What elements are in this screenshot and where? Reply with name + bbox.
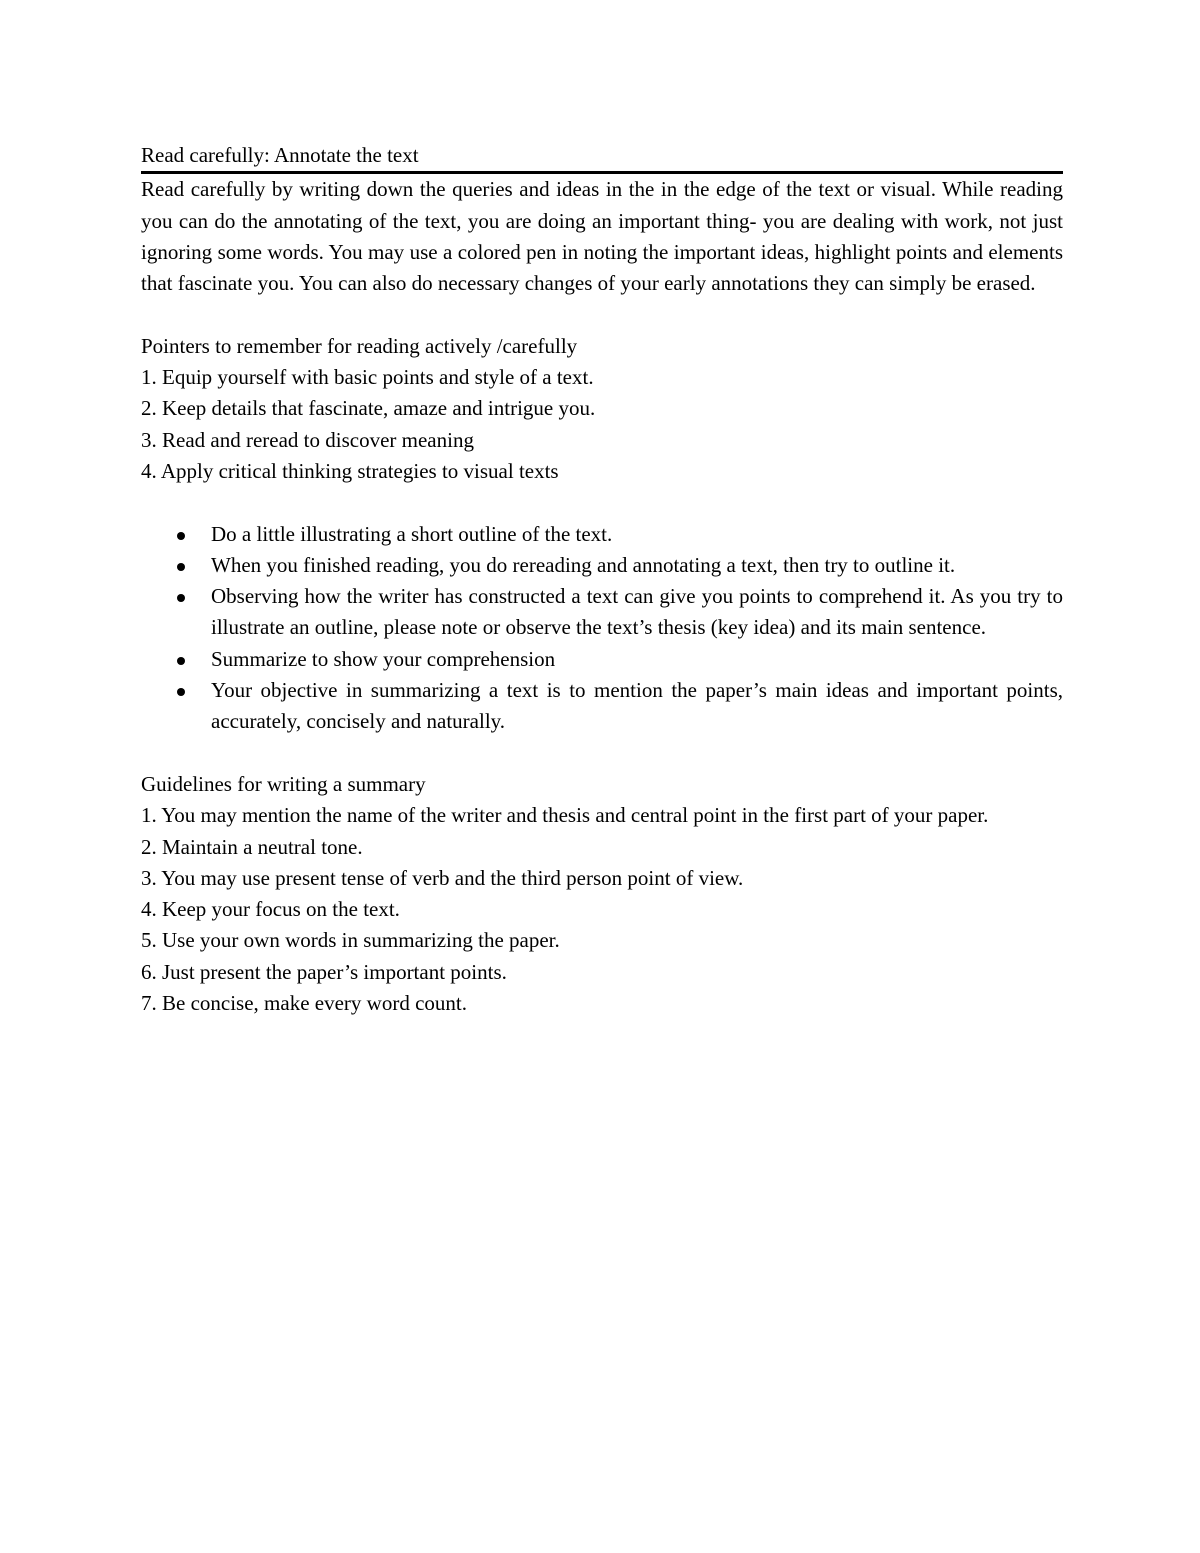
bullet-item [141, 550, 1063, 581]
spacer [141, 738, 1063, 769]
bullet-icon [177, 594, 185, 602]
intro-paragraph: Read carefully by writing down the queries and ideas in the in the edge of the text or visual. While reading you can do the annotating of the text, you are doing an important thing- you are dealing with work, not just ignoring some words. You may use a colored pen in noting the important ideas, highlight points and elements that fascinate you. You can also do necessary changes of your early annotations they can simply be erased. [141, 177, 1063, 296]
bullet-text: When you finished reading, you do rereading and annotating a text, then try to outline it. [211, 552, 956, 577]
guidelines-title: Guidelines for writing a summary [141, 771, 426, 796]
bullet-text: Summarize to show your comprehension [211, 646, 556, 671]
bullet-item [141, 675, 1063, 738]
bullet-text: Do a little illustrating a short outline of the text. [211, 521, 613, 546]
bullet-icon [177, 688, 185, 696]
bullet-text: Observing how the writer has constructed a text can give you points to comprehend it. As you try to illustrate an outline, please note or observe the text’s thesis (key idea) and its main sentence. [211, 584, 1063, 640]
bullet-item [141, 644, 1063, 675]
pointer-item: 4. Apply critical thinking strategies to visual texts [141, 458, 559, 483]
guideline-item: 1. You may mention the name of the writer and thesis and central point in the first part of your paper. [141, 803, 989, 828]
bullet-list [141, 519, 1063, 738]
guideline-item: 5. Use your own words in summarizing the paper. [141, 928, 560, 953]
bullet-icon [177, 532, 185, 540]
bullet-icon [177, 563, 185, 571]
guideline-item: 3. You may use present tense of verb and the third person point of view. [141, 865, 744, 890]
bullet-icon [177, 657, 185, 665]
pointer-item: 2. Keep details that fascinate, amaze and intrigue you. [141, 396, 596, 421]
guideline-item: 4. Keep your focus on the text. [141, 897, 400, 922]
guidelines-list [141, 800, 1063, 1019]
pointers-title: Pointers to remember for reading actively /carefully [141, 333, 578, 358]
spacer [141, 299, 1063, 330]
guideline-item: 2. Maintain a neutral tone. [141, 834, 363, 859]
pointer-item: 1. Equip yourself with basic points and style of a text. [141, 365, 594, 390]
document-body [141, 140, 1063, 1019]
section-heading: Read carefully: Annotate the text [141, 140, 1063, 174]
bullet-text: Your objective in summarizing a text is to mention the paper’s main ideas and important points, accurately, concisely and naturally. [211, 678, 1063, 734]
bullet-item [141, 581, 1063, 644]
bullet-item [141, 519, 1063, 550]
pointer-item: 3. Read and reread to discover meaning [141, 427, 474, 452]
guideline-item: 7. Be concise, make every word count. [141, 991, 467, 1016]
spacer [141, 487, 1063, 518]
guideline-item: 6. Just present the paper’s important points. [141, 959, 507, 984]
pointers-list [141, 362, 1063, 487]
